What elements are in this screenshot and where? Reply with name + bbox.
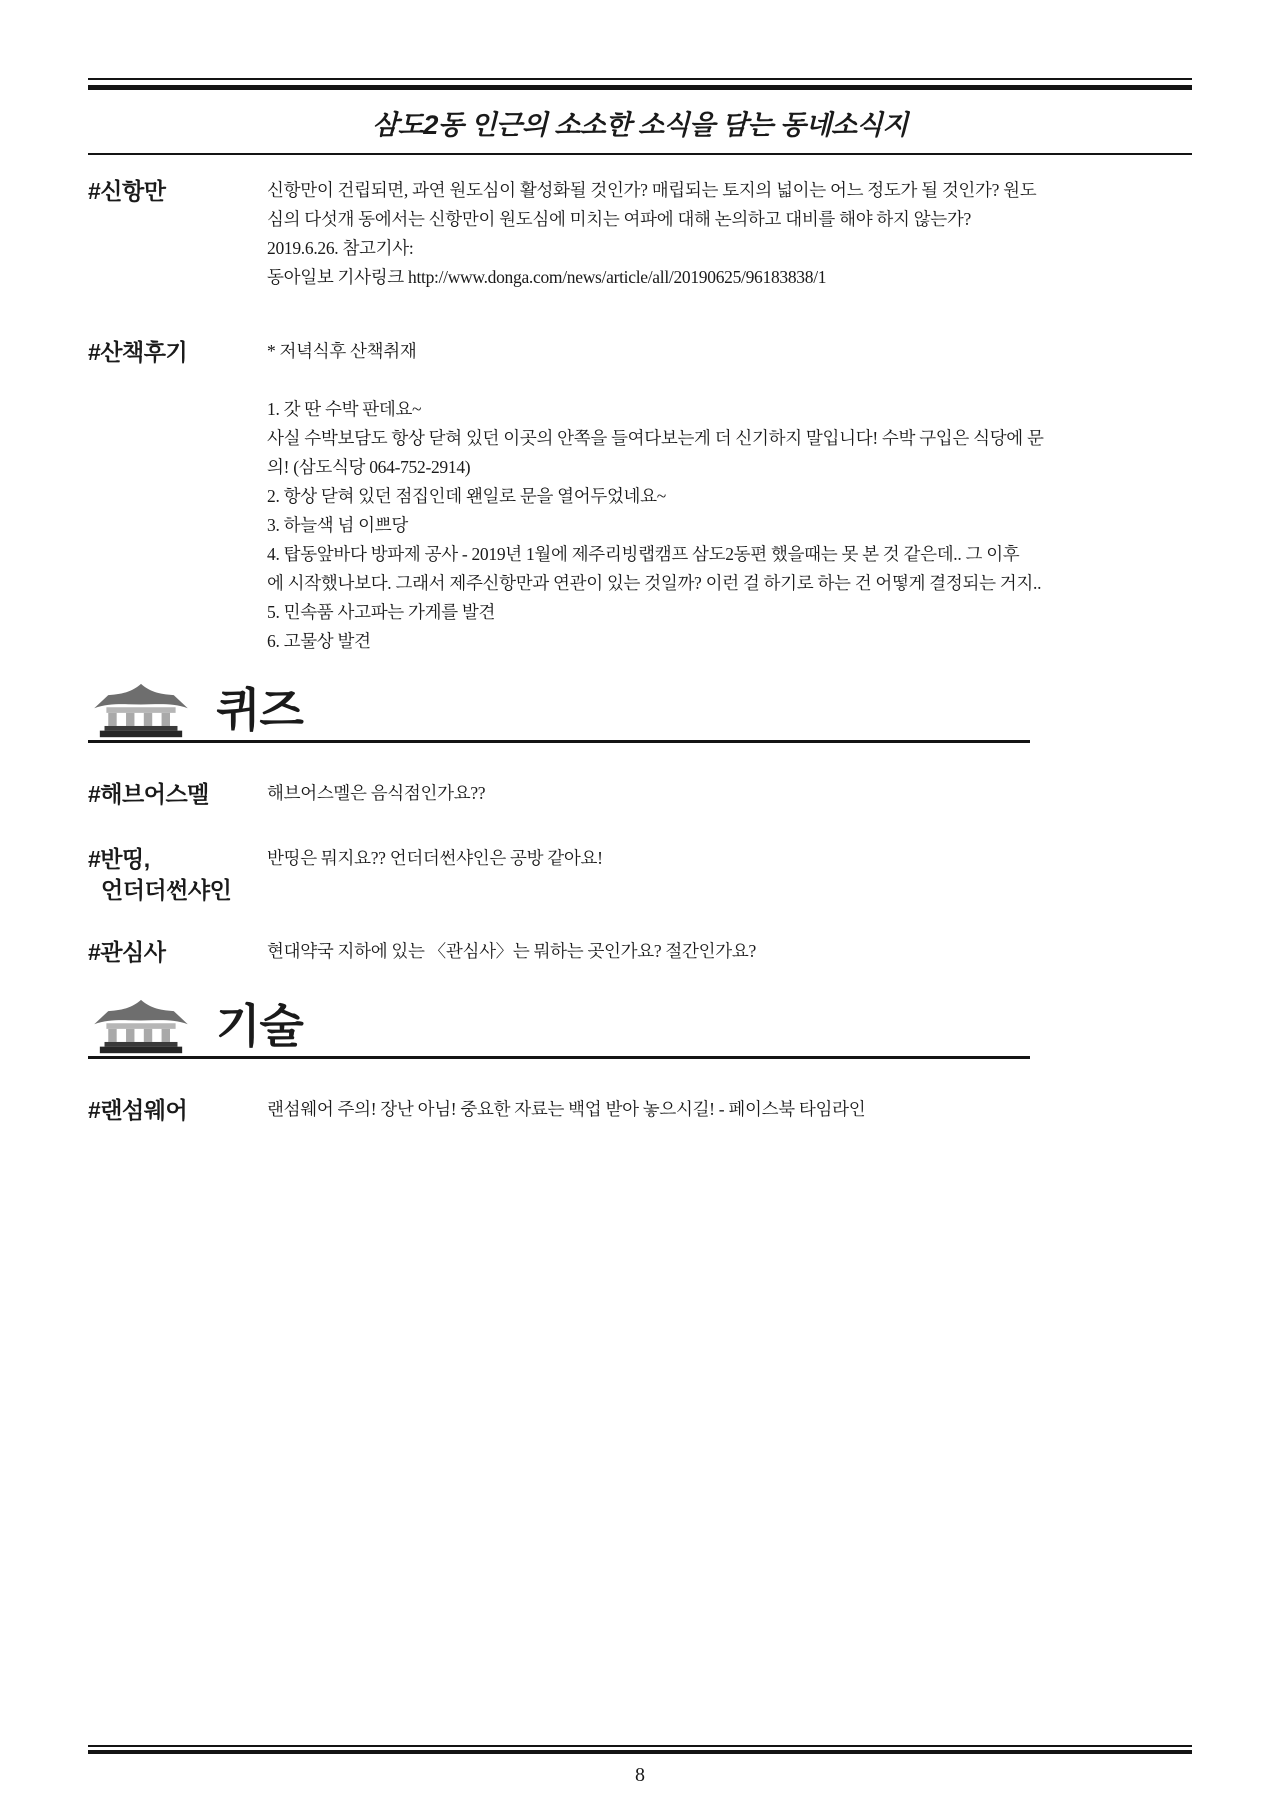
text-line: #신항만 [88,178,166,204]
entry-ransomware [88,1095,1030,1126]
entry-body-gwansimsa [267,937,1030,966]
hashtag-label-gwansimsa [88,937,267,968]
entry-body-sanchaek-hugi [267,337,1044,656]
text-line: 심의 다섯개 동에서는 신항만이 원도심에 미치는 여파에 대해 논의하고 대비를 해야 하지 않는가? [267,209,971,229]
newsletter-tagline: 삼도2동 인근의 소소한 소식을 담는 동네소식지 [372,110,908,140]
text-line: 3. 하늘색 넘 이쁘당 [267,515,408,535]
text-line: #관심사 [88,939,166,965]
page-footer [88,1745,1192,1787]
text-line: 1. 갓 딴 수박 판데요~ [267,399,422,419]
pavilion-icon [88,682,194,740]
hashtag-label-have-a-smell [88,779,267,810]
entry-banthing-underthesunshine [88,844,1030,906]
text-line: 신항만이 건립되면, 과연 원도심이 활성화될 것인가? 매립되는 토지의 넓이는 어느 정도가 될 것인가? 원도 [267,180,1037,200]
pavilion-icon [88,998,194,1056]
hashtag-label-banthing-underthesunshine [88,844,267,906]
text-line: 해브어스멜은 음식점인가요?? [267,783,486,803]
text-line: 4. 탑동앞바다 방파제 공사 - 2019년 1월에 제주리빙랩캠프 삼도2동편 했을때는 못 본 것 같은데.. 그 이후 [267,544,1020,564]
section-header-tech [88,998,1030,1059]
text-line: #산책후기 [88,339,188,365]
text-line: #랜섬웨어 [88,1097,188,1123]
text-line [267,366,1044,395]
footer-thin-rule [88,1745,1192,1747]
section-header-quiz [88,682,1030,743]
masthead [88,78,1192,155]
text-line: 2019.6.26. 참고기사: [267,238,414,258]
text-line: #해브어스멜 [88,781,209,807]
footer-thick-rule [88,1750,1192,1754]
content-column [88,176,1044,1126]
text-line: 2. 항상 닫혀 있던 점집인데 왠일로 문을 열어두었네요~ [267,486,666,506]
text-line: 의! (삼도식당 064-752-2914) [267,457,471,477]
text-line: 반띵은 뭐지요?? 언더더썬샤인은 공방 같아요! [267,848,603,868]
entry-body-ransomware [267,1095,1030,1124]
entry-have-a-smell [88,779,1030,810]
entry-sinhangman [88,176,1037,292]
entry-body-banthing-underthesunshine [267,844,1030,873]
hashtag-label-ransomware [88,1095,267,1126]
text-line: 동아일보 기사링크 http://www.donga.com/news/article/all/20190625/96183838/1 [267,267,827,287]
text-line: 언더더썬샤인 [101,877,232,903]
entry-sanchaek-hugi [88,337,1044,656]
text-line: 현대약국 지하에 있는 〈관심사〉는 뭐하는 곳인가요? 절간인가요? [267,941,756,961]
entry-body-have-a-smell [267,779,1030,808]
text-line: 사실 수박보담도 항상 닫혀 있던 이곳의 안쪽을 들여다보는게 더 신기하지 말입니다! 수박 구입은 식당에 문 [267,428,1044,448]
section-title-tech: 기술 [216,1000,303,1052]
text-line: 5. 민속품 사고파는 가게를 발견 [267,602,496,622]
page-number: 8 [635,1764,645,1786]
masthead-bottom-rule [88,153,1192,155]
text-line: #반띵, [88,846,150,872]
entry-gwansimsa [88,937,1030,968]
section-title-quiz: 퀴즈 [216,684,303,736]
hashtag-label-sanchaek-hugi [88,337,267,368]
entry-body-sinhangman [267,176,1036,292]
masthead-top-thin-rule [88,78,1192,80]
hashtag-label-sinhangman [88,176,267,207]
text-line: 에 시작했나보다. 그래서 제주신항만과 연관이 있는 것일까? 이런 걸 하기로 하는 건 어떻게 결정되는 거지.. [267,573,1042,593]
text-line: 랜섬웨어 주의! 장난 아님! 중요한 자료는 백업 받아 놓으시길! - 페이스북 타임라인 [267,1099,866,1119]
text-line: * 저녁식후 산책취재 [267,341,417,361]
text-line: 6. 고물상 발견 [267,631,371,651]
